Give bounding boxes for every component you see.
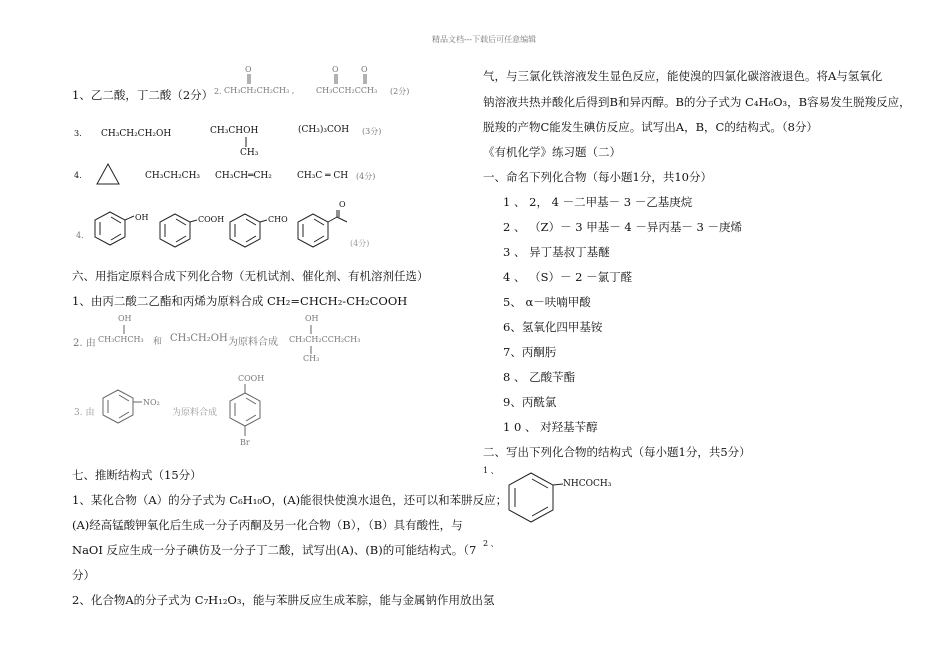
section-1-title: 一、命名下列化合物（每小题1分，共10分） [483,170,712,184]
answer-4b-number: 4. [76,231,84,240]
answer-3-score: (3分) [362,127,382,136]
section-6-q2-middle: 为原料合成 [228,337,278,348]
naming-item-6: 6、氢氧化四甲基铵 [503,320,603,334]
answer-1: 1、乙二酸，丁二酸（2分） [72,88,214,102]
answer-2-formula-2: CH₃CCH₂CCH₃ [316,86,378,95]
naming-item-3: 3 、 异丁基叔丁基醚 [503,245,610,259]
section-7-p1-line4: 分） [72,568,95,582]
naming-item-10: 1 0 、 对羟基苄醇 [503,420,598,434]
section-6-q2-and: 和 [153,337,163,347]
structure-question-1-number: 1 、 [483,466,499,475]
nitrobenzene-structure-icon [100,385,150,431]
answer-2-score: (2分) [390,87,410,96]
acetophenone-structure-icon [295,206,355,254]
cyclopropane-icon [95,162,121,188]
answer-2-oxygen: O [245,65,252,74]
naming-item-1: 1 、 2， 4 －二甲基－ 3 －乙基庚烷 [503,195,693,209]
acetanilide-group-label: NHCOCH₃ [563,479,612,489]
section-6-title: 六、用指定原料合成下列化合物（无机试剂、催化剂、有机溶剂任选） [72,269,429,283]
naming-item-8: 8 、 乙酸苄酯 [503,370,576,384]
answer-3-formula-2: CH₃CHOH [210,126,259,136]
carbonyl-bond-icon [363,74,367,86]
section-6-q2-prefix: 2. 由 [73,338,96,349]
carbonyl-bond-icon [247,74,251,86]
section-7-p1-line2: (A)经高锰酸钾氧化后生成一分子丙酮及另一化合物（B），（B）具有酸性，与 [72,518,463,532]
naming-item-5: 5、 α－呋喃甲酸 [503,295,591,309]
section-6-q2-oh-1: OH [118,314,132,323]
section-6-q2-formula-1: CH₃CHCH₃ [98,335,144,344]
answer-4-formula-4: CH₃C ═ CH [297,171,349,181]
section-6-q3-middle: 为原料合成 [172,408,218,418]
answer-4b-score: (4分) [350,239,370,248]
answer-2-oxygen-a: O [332,65,339,74]
section-6-q2-oh-2: OH [305,314,319,323]
section-6-q2-formula-3: CH₃CH₂CCH₂CH₃ [289,335,361,344]
structure-question-2-number: 2 、 [483,539,499,548]
phenol-oh-label: OH [135,213,149,222]
naming-item-4: 4 、 （S）－ 2 －氯丁醛 [503,270,633,284]
naming-item-2: 2 、 （Z）－ 3 甲基－ 4 －异丙基－ 3 －庚烯 [503,220,742,234]
naming-item-9: 9、丙酰氯 [503,395,557,409]
right-para-line3: 脱羧的产物C能发生碘仿反应。试写出A，B，C的结构式。（8分） [483,120,818,134]
section-6-q2-formula-2: CH₃CH₂OH [170,333,228,344]
nitro-group-label: NO₂ [143,398,160,407]
carbonyl-bond-icon [334,74,338,86]
answer-4-score: (4分) [356,172,376,181]
acetophenone-oxygen-label: O [339,200,346,209]
section-6-q3-cooh-label: COOH [238,374,265,383]
page-header: 精品文档---下载后可任意编辑 [432,35,537,44]
answer-3-formula-1: CH₃CH₂CH₂OH [101,129,172,139]
bond-line-icon [123,325,125,335]
section-7-title: 七、推断结构式（15分） [72,468,202,482]
bromobenzoic-acid-structure-icon [228,384,268,444]
bromo-group-label: Br [240,438,250,447]
answer-4-formula-3: CH₃CH═CH₂ [215,171,272,181]
section-7-p2-line1: 2、化合物A的分子式为 C₇H₁₂O₃，能与苯肼反应生成苯腙，能与金属钠作用放出氢 [72,593,495,607]
answer-2-formula-1: CH₃CH₂CH₂CH₃ , [224,86,295,95]
bond-line-icon [310,325,312,335]
section-2-title: 二、写出下列化合物的结构式（每小题1分，共5分） [483,445,751,459]
right-para-line1: 气，与三氯化铁溶液发生显色反应，能使溴的四氯化碳溶液退色。将A与氢氧化 [483,69,883,83]
benzaldehyde-cho-label: CHO [268,215,288,224]
answer-4-formula-2: CH₃CH₂CH₃ [145,171,201,181]
right-para-line2: 钠溶液共热并酸化后得到B和异丙醇。B的分子式为 C₄H₆O₃，B容易发生脱羧反应， [483,95,911,109]
answer-2-oxygen-b: O [361,65,368,74]
section-7-p1-line3: NaOI 反应生成一分子碘仿及一分子丁二酸，试写出(A)、(B)的可能结构式。（7 [72,543,477,557]
section-6-question-1: 1、由丙二酸二乙酯和丙烯为原料合成 CH₂=CHCH₂-CH₂COOH [72,294,408,308]
section-6-q3-prefix: 3. 由 [74,408,95,418]
section-7-p1-line1: 1、某化合物（A）的分子式为 C₆H₁₀O，(A)能很快使溴水退色，还可以和苯肼反应； [72,493,508,507]
answer-4-number: 4. [74,171,82,180]
naming-item-7: 7、丙酮肟 [503,345,557,359]
answer-3-number: 3. [74,129,82,138]
answer-3-formula-3: (CH₃)₃COH [298,125,350,135]
benzoic-acid-cooh-label: COOH [198,215,225,224]
exercise-title: 《有机化学》练习题（二） [483,145,621,159]
answer-2-number: 2. [214,87,222,96]
answer-3-substituent: CH₃ [240,148,259,158]
section-6-q2-substituent: CH₃ [303,354,320,363]
